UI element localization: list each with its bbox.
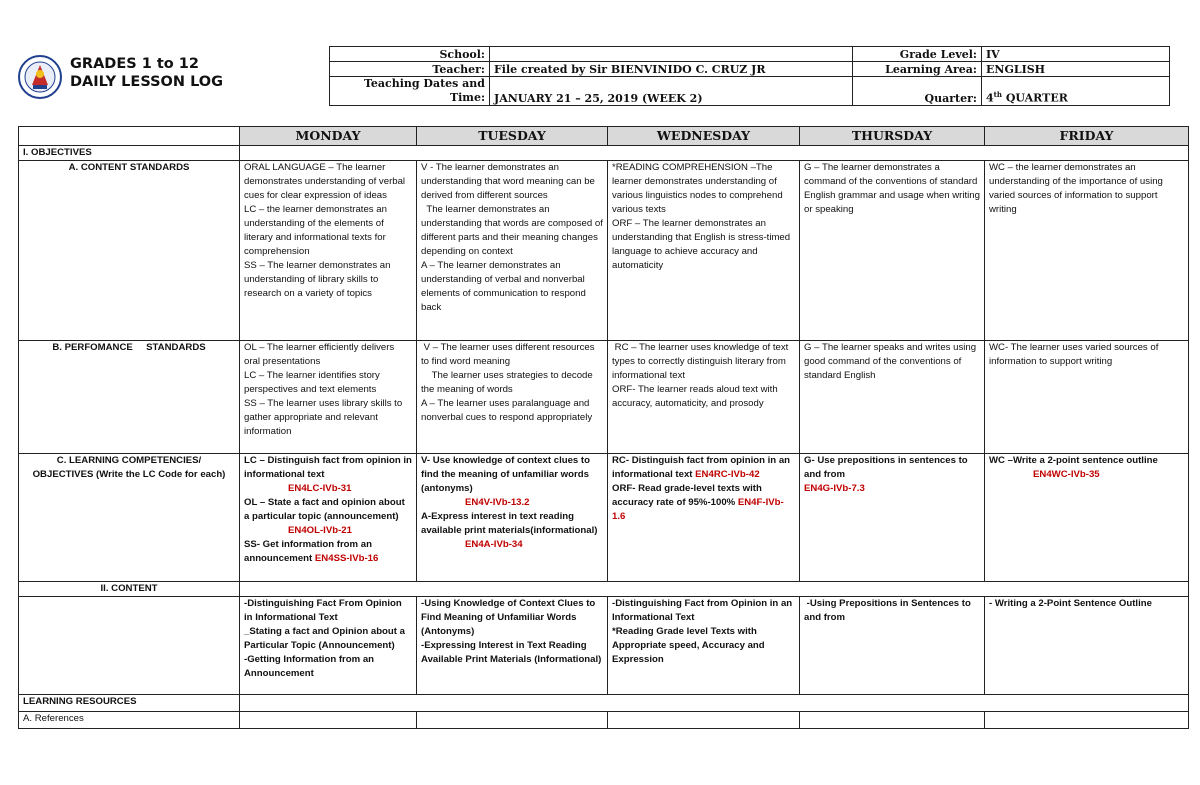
competencies-tuesday: V- Use knowledge of context clues to find the meaning of unfamiliar words (antonyms) EN4V-IVb-13.2 A-Express interest in text reading available print materials(informational) EN4A-IVb-34 [417,454,608,582]
content-thursday: -Using Prepositions in Sentences to and from [800,597,985,695]
teacher-value: File created by Sir BIENVINIDO C. CRUZ JR [490,62,853,77]
content-standards-thursday: G – The learner demonstrates a command of the conventions of standard English grammar and usage when writing or speaking [800,161,985,341]
grade-level-label: Grade Level: [853,47,982,62]
performance-standards-tuesday: V – The learner uses different resources to find word meaning The learner uses strategies to decode the meaning of words A – The learner uses paralanguage and nonverbal cues to respond appropriately [417,341,608,454]
references-monday [240,712,417,729]
content-label-blank [19,597,240,695]
quarter-value: 4th QUARTER [982,77,1170,106]
grade-level-value: IV [982,47,1170,62]
day-header-tuesday: TUESDAY [417,127,608,146]
title-line-2: DAILY LESSON LOG [70,74,224,90]
competencies-friday: WC –Write a 2-point sentence outline EN4WC-IVb-35 [985,454,1189,582]
content-standards-tuesday: V - The learner demonstrates an understanding that word meaning can be derived from different sources The learner demonstrates an understanding that words are composed of different parts and their meaning changes depending on context A – The learner demonstrates an understanding of verbal and nonverbal elements of communication to respond back [417,161,608,341]
performance-standards-wednesday: RC – The learner uses knowledge of text types to correctly distinguish literary from informational text ORF- The learner reads aloud text with accuracy, automaticity, and prosody [608,341,800,454]
content-wednesday: -Distinguishing Fact from Opinion in an Informational Text *Reading Grade level Texts with Appropriate speed, Accuracy and Expression [608,597,800,695]
teaching-dates-label: Teaching Dates and Time: [330,77,490,106]
school-label: School: [330,47,490,62]
school-value [490,47,853,62]
header-info-table [329,46,1170,106]
teaching-dates-value: JANUARY 21 – 25, 2019 (WEEK 2) [490,77,853,106]
content-standards-monday: ORAL LANGUAGE – The learner demonstrates understanding of verbal cues for clear expression of ideas LC – the learner demonstrates an understanding of the elements of literary and informational texts for comprehension SS – The learner demonstrates an understanding of library skills to research on a variety of topics [240,161,417,341]
quarter-label: Quarter: [853,77,982,106]
content-standards-friday: WC – the learner demonstrates an understanding of the importance of using varied sources of information to support writing [985,161,1189,341]
day-header-wednesday: WEDNESDAY [608,127,800,146]
objectives-spacer [240,146,1189,161]
performance-standards-thursday: G – The learner speaks and writes using good command of the conventions of standard English [800,341,985,454]
day-header-thursday: THURSDAY [800,127,985,146]
references-label: A. References [19,712,240,729]
references-tuesday [417,712,608,729]
content-monday: -Distinguishing Fact From Opinion in Informational Text _Stating a fact and Opinion about a Particular Topic (Announcement) -Getting Information from an Announcement [240,597,417,695]
learning-resources-label: LEARNING RESOURCES [19,695,240,712]
references-friday [985,712,1189,729]
competencies-monday: LC – Distinguish fact from opinion in informational text EN4LC-IVb-31 OL – State a fact and opinion about a particular topic (announcement) EN4OL-IVb-21 SS- Get information from an announcement EN4SS-IVb-16 [240,454,417,582]
deped-seal-logo [18,47,62,107]
performance-standards-label: B. PERFOMANCE STANDARDS [19,341,240,454]
learning-area-label: Learning Area: [853,62,982,77]
references-thursday [800,712,985,729]
content-friday: - Writing a 2-Point Sentence Outline [985,597,1189,695]
content-label: II. CONTENT [19,582,240,597]
learning-area-value: ENGLISH [982,62,1170,77]
content-spacer [240,582,1189,597]
page-title [70,55,223,91]
day-header-friday: FRIDAY [985,127,1189,146]
performance-standards-friday: WC- The learner uses varied sources of information to support writing [985,341,1189,454]
performance-standards-monday: OL – The learner efficiently delivers oral presentations LC – The learner identifies story perspectives and text elements SS – The learner uses library skills to gather appropriate and relevant information [240,341,417,454]
references-wednesday [608,712,800,729]
learning-competencies-label: C. LEARNING COMPETENCIES/ OBJECTIVES (Write the LC Code for each) [19,454,240,582]
lesson-log-table [18,126,1189,729]
competencies-thursday: G- Use prepositions in sentences to and from EN4G-IVb-7.3 [800,454,985,582]
objectives-label: I. OBJECTIVES [19,146,240,161]
learning-resources-spacer [240,695,1189,712]
day-header-monday: MONDAY [240,127,417,146]
content-standards-wednesday: *READING COMPREHENSION –The learner demonstrates understanding of various linguistics nodes to comprehend various texts ORF – The learner demonstrates an understanding that English is stress-timed language to achieve accuracy and automaticity [608,161,800,341]
competencies-wednesday: RC- Distinguish fact from opinion in an informational text EN4RC-IVb-42 ORF- Read grade-level texts with accuracy rate of 95%-100% EN4F-IVb-1.6 [608,454,800,582]
content-tuesday: -Using Knowledge of Context Clues to Find Meaning of Unfamiliar Words (Antonyms) -Expressing Interest in Text Reading Available Print Materials (Informational) [417,597,608,695]
content-standards-label: A. CONTENT STANDARDS [19,161,240,341]
teacher-label: Teacher: [330,62,490,77]
corner-cell [19,127,240,146]
title-line-1: GRADES 1 to 12 [70,56,199,72]
